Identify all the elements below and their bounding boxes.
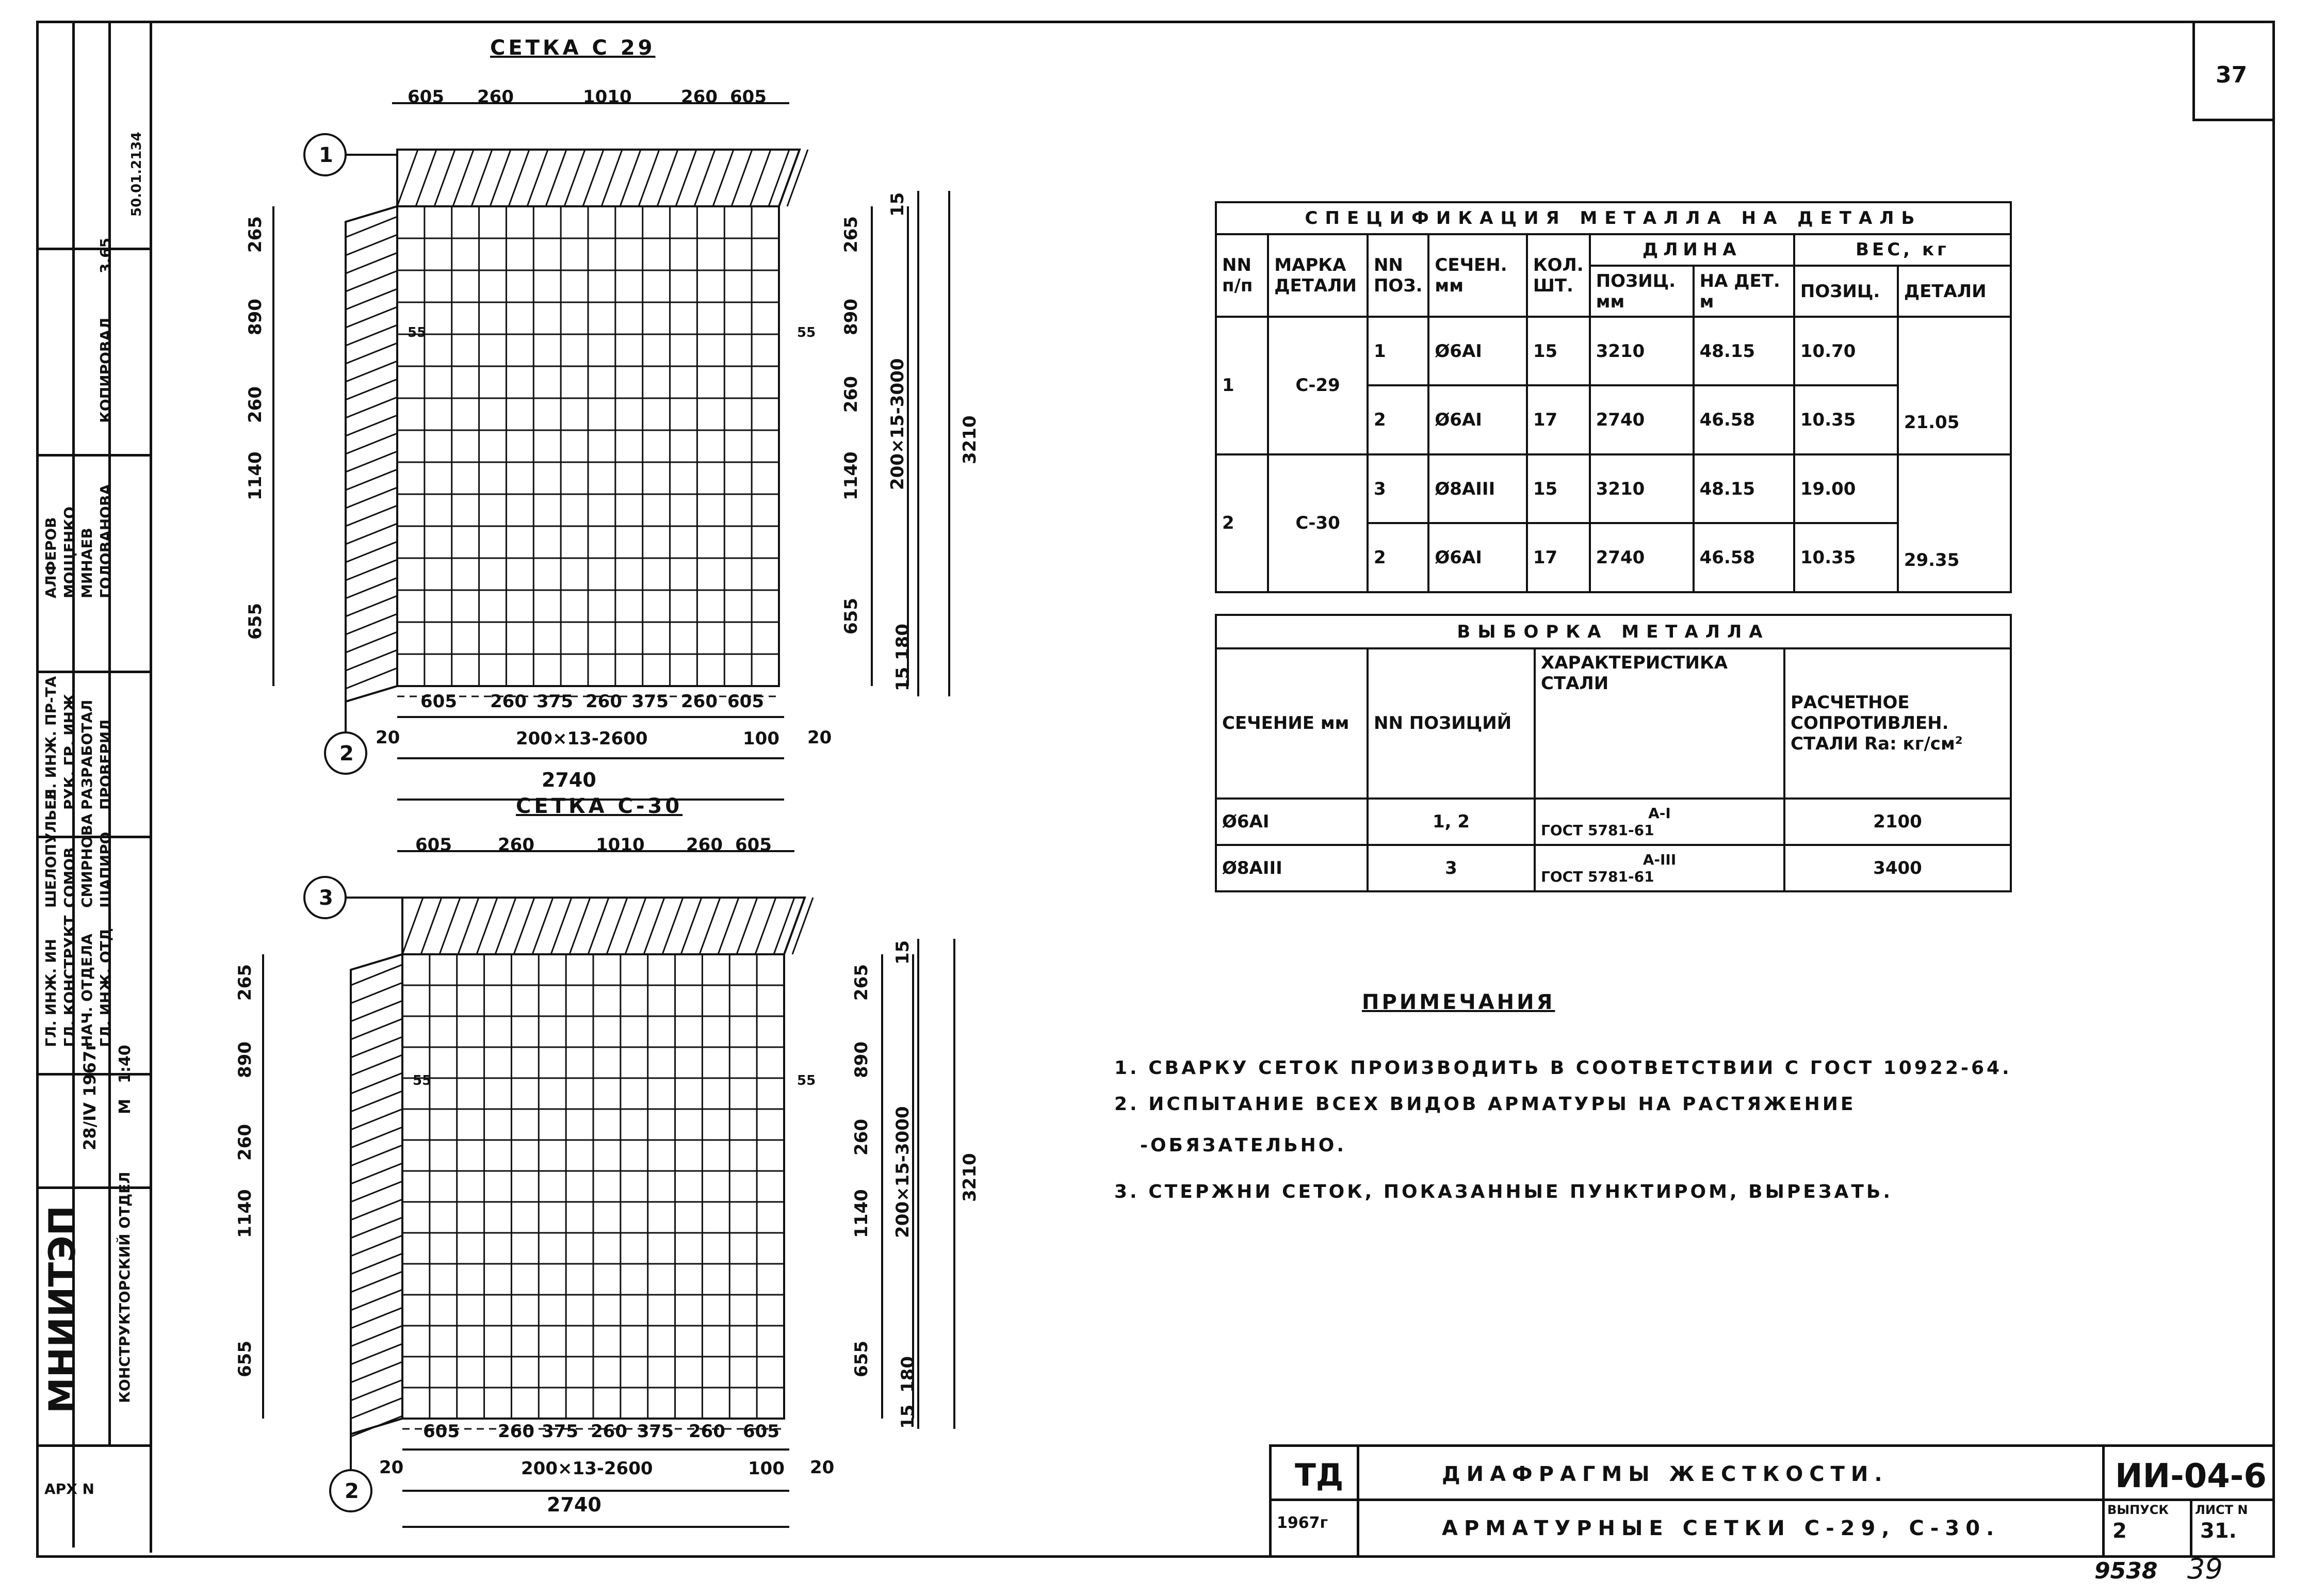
c30-right-dim-6: 15 xyxy=(898,1404,918,1429)
c29-top-hatch xyxy=(601,150,622,206)
c29-top-hatch xyxy=(416,150,436,206)
c30-bottom-dim-3: 260 xyxy=(591,1421,627,1442)
c29-top-hatch xyxy=(694,150,715,206)
stamp-name-7: ГОЛОВАНОВА xyxy=(97,484,114,598)
c30-left-hatch xyxy=(351,1181,402,1202)
c30-top-hatch xyxy=(718,898,739,954)
c29-left-hatch xyxy=(346,433,397,454)
c30-bottom-row2-mid: 200×13-2600 xyxy=(521,1458,653,1479)
c29-top-hatch xyxy=(750,150,771,206)
c30-marker-55-right: 55 xyxy=(797,1073,816,1088)
c30-right-dim-0: 265 xyxy=(851,964,872,1001)
c29-top-dim-2: 1010 xyxy=(583,87,632,107)
c30-top-hatch xyxy=(755,898,776,954)
c29-bottom-dim-1: 260 xyxy=(490,691,527,712)
stamp-role-7: ПРОВЕРИЛ xyxy=(97,719,114,810)
tb-list-label: ЛИСТ N xyxy=(2195,1503,2248,1517)
c29-bottom-row2-end: 20 xyxy=(807,727,832,748)
tb-line1: ДИАФРАГМЫ ЖЕСТКОСТИ. xyxy=(1442,1462,1889,1486)
c29-left-hatch xyxy=(346,487,397,508)
c29-bottom-dim-2: 375 xyxy=(536,691,573,712)
c30-bottom-dim-4: 375 xyxy=(637,1421,674,1442)
c29-top-hatch xyxy=(453,150,474,206)
spec-cell-ves-poz: 10.35 xyxy=(1794,523,1898,592)
metal-cell-sech: Ø6АI xyxy=(1216,799,1368,845)
spec-h-poz: NN ПОЗ. xyxy=(1368,234,1428,317)
c29-title: СЕТКА С 29 xyxy=(490,36,656,60)
spec-cell-sech: Ø6АI xyxy=(1428,385,1526,454)
c29-right-dim-3: 1140 xyxy=(841,451,861,500)
c29-right-dim-4: 655 xyxy=(841,598,861,634)
table-row xyxy=(1216,845,2011,891)
spec-cell-dl-poz: 2740 xyxy=(1590,523,1694,592)
metal-cell-sech: Ø8АIII xyxy=(1216,845,1368,891)
c30-top-dim-4: 605 xyxy=(735,835,772,855)
tb-list: 31. xyxy=(2200,1519,2237,1543)
spec-cell-ves-det: 21.05 xyxy=(1898,317,2011,454)
c29-top-dim-3: 260 xyxy=(681,87,718,107)
metal-cell-rasch: 3400 xyxy=(1784,845,2011,891)
stamp-scale-label: М xyxy=(116,1099,134,1114)
spec-h-marka: МАРКА ДЕТАЛИ xyxy=(1268,234,1368,317)
c30-left-hatch xyxy=(351,1272,402,1292)
tb-org: ТД xyxy=(1295,1457,1344,1493)
metal-cell-char-gost: ГОСТ 5781-61 xyxy=(1541,868,1654,885)
c29-right-dim-1: 890 xyxy=(841,299,861,335)
c30-top-hatch xyxy=(514,898,534,954)
c30-left-hatch xyxy=(351,1145,402,1166)
c29-top-hatch xyxy=(397,150,418,206)
c29-position-1: 1 xyxy=(319,143,333,167)
spec-cell-dl-det: 48.15 xyxy=(1694,317,1794,386)
stamp-top-code: 50.01.2134 xyxy=(129,132,144,217)
stamp-arch: АРХ N xyxy=(44,1480,94,1497)
c30-right-dim-5: 180 xyxy=(898,1356,918,1393)
c29-left-hatch xyxy=(346,668,397,689)
c29-left-hatch xyxy=(346,506,397,526)
spec-cell-kol: 15 xyxy=(1527,317,1590,386)
c29-left-hatch xyxy=(346,289,397,310)
page-number-box xyxy=(2192,21,2272,121)
c30-top-hatch xyxy=(440,898,460,954)
spec-h-dl-poz: ПОЗИЦ. мм xyxy=(1590,266,1694,317)
c29-top-hatch xyxy=(713,150,734,206)
c29-left-hatch xyxy=(346,524,397,544)
c30-left-hatch xyxy=(351,1398,402,1419)
c30-top-strip xyxy=(402,898,805,954)
c29-right-dim-6: 15 xyxy=(892,666,913,691)
spec-cell-dl-det: 46.58 xyxy=(1694,523,1794,592)
c30-top-dim-3: 260 xyxy=(686,835,723,855)
stamp-scale: 1:40 xyxy=(116,1045,134,1083)
c29-left-hatch xyxy=(346,361,397,382)
c29-left-hatch xyxy=(346,379,397,400)
c29-top-hatch xyxy=(471,150,492,206)
spec-cell-dl-poz: 3210 xyxy=(1590,317,1694,386)
c30-bottom-total: 2740 xyxy=(547,1493,601,1516)
c30-top-hatch xyxy=(681,898,702,954)
c29-top-hatch xyxy=(564,150,585,206)
c29-top-dim-0: 605 xyxy=(408,87,444,107)
c30-bottom-dim-5: 260 xyxy=(689,1421,725,1442)
tb-year: 1967г xyxy=(1277,1514,1328,1532)
spec-h-dlina: ДЛИНА xyxy=(1590,234,1794,266)
c30-top-hatch xyxy=(477,898,497,954)
spec-cell-kol: 17 xyxy=(1527,523,1590,592)
spec-cell-ves-poz: 19.00 xyxy=(1794,454,1898,524)
c30-right-total-b: 3210 xyxy=(960,1153,980,1202)
c30-position-2: 2 xyxy=(345,1479,359,1503)
c30-top-hatch xyxy=(625,898,646,954)
c30-top-hatch xyxy=(402,898,423,954)
c29-left-hatch xyxy=(346,307,397,328)
c30-left-hatch xyxy=(351,1380,402,1400)
c29-left-hatch xyxy=(346,650,397,671)
metal-cell-rasch: 2100 xyxy=(1784,799,2011,845)
c30-left-hatch xyxy=(351,1037,402,1057)
page-number: 37 xyxy=(2216,62,2248,88)
c30-left-hatch xyxy=(351,1253,402,1274)
c29-marker-55-left: 55 xyxy=(408,325,427,340)
spec-h-nn: NN п/п xyxy=(1216,234,1268,317)
c30-left-hatch xyxy=(351,1199,402,1220)
c29-bottom-row2-mid: 200×13-2600 xyxy=(516,728,648,749)
metal-cell-char-top: А-I xyxy=(1648,804,1671,822)
c30-top-hatch xyxy=(551,898,572,954)
c29-left-hatch xyxy=(346,632,397,653)
c30-top-dim-1: 260 xyxy=(498,835,534,855)
c30-right-dim-1: 890 xyxy=(851,1041,872,1078)
note-3: 3. СТЕРЖНИ СЕТОК, ПОКАЗАННЫЕ ПУНКТИРОМ, ВЫРЕЗАТЬ. xyxy=(1114,1181,1893,1202)
c30-left-dim-3: 1140 xyxy=(235,1189,255,1238)
c30-left-hatch xyxy=(351,1235,402,1256)
c30-left-hatch xyxy=(351,1091,402,1112)
c30-left-dim-4: 655 xyxy=(235,1341,255,1377)
spec-cell-dl-poz: 3210 xyxy=(1590,454,1694,524)
stamp-copied-num: 3.65 xyxy=(97,237,114,273)
c29-left-hatch xyxy=(346,542,397,562)
spec-cell-ves-poz: 10.35 xyxy=(1794,385,1898,454)
stamp-name-4: АЛФЕРОВ xyxy=(42,517,59,598)
c29-position-2: 2 xyxy=(339,742,354,766)
c30-top-hatch xyxy=(700,898,720,954)
c30-bottom-dim-2: 375 xyxy=(542,1421,578,1442)
c29-right-dim-5: 180 xyxy=(892,624,913,660)
c30-right-dim-3: 1140 xyxy=(851,1189,872,1238)
c30-top-hatch xyxy=(532,898,553,954)
spec-cell-sech: Ø8АIII xyxy=(1428,454,1526,524)
c29-top-dim-4: 605 xyxy=(730,87,767,107)
c29-left-hatch xyxy=(346,578,397,598)
note-1: 1. СВАРКУ СЕТОК ПРОИЗВОДИТЬ В СООТВЕТСТВИИ С ГОСТ 10922-64. xyxy=(1114,1057,2012,1079)
c30-left-hatch xyxy=(351,1073,402,1094)
c29-left-dim-0: 265 xyxy=(245,216,266,253)
spec-cell-marka: С-30 xyxy=(1268,454,1368,592)
spec-cell-poz: 2 xyxy=(1368,385,1428,454)
metal-cell-nn: 1, 2 xyxy=(1368,799,1535,845)
spec-cell-dl-poz: 2740 xyxy=(1590,385,1694,454)
c29-top-hatch xyxy=(527,150,548,206)
spec-cell-dl-det: 48.15 xyxy=(1694,454,1794,524)
c29-left-hatch xyxy=(346,596,397,616)
c30-top-hatch xyxy=(458,898,479,954)
c30-left-hatch xyxy=(351,1290,402,1310)
stamp-role-3: ГЛ. ИНЖ. ОТД xyxy=(97,928,114,1047)
stamp-name-3: ШАПИРО xyxy=(97,832,114,908)
tb-vypusk: 2 xyxy=(2112,1519,2127,1543)
c29-right-dim-0: 265 xyxy=(841,216,861,253)
c30-right-dim-2: 260 xyxy=(851,1119,872,1155)
c29-top-dim-1: 260 xyxy=(477,87,514,107)
c30-left-hatch xyxy=(351,1109,402,1130)
c29-right-top: 15 xyxy=(887,192,908,217)
c29-right-total-b: 3210 xyxy=(960,415,980,464)
c30-left-hatch xyxy=(351,1362,402,1382)
c29-marker-55-right: 55 xyxy=(797,325,816,340)
c29-left-hatch xyxy=(346,397,397,418)
c29-top-hatch xyxy=(731,150,752,206)
c30-top-hatch xyxy=(588,898,609,954)
c29-left-hatch xyxy=(346,415,397,436)
c29-left-dim-3: 1140 xyxy=(245,451,266,500)
c29-left-dim-1: 890 xyxy=(245,299,266,335)
c29-top-hatch xyxy=(434,150,455,206)
c30-top-dim-2: 1010 xyxy=(596,835,645,855)
c30-left-hatch xyxy=(351,1416,402,1437)
c30-left-hatch xyxy=(351,1326,402,1346)
spec-h-ves-poz: ПОЗИЦ. xyxy=(1794,266,1898,317)
c29-top-hatch xyxy=(490,150,511,206)
c30-top-hatch xyxy=(495,898,516,954)
c29-left-hatch xyxy=(346,343,397,364)
c29-bottom-dim-3: 260 xyxy=(586,691,622,712)
c29-left-hatch xyxy=(346,469,397,490)
c30-left-hatch xyxy=(351,1308,402,1328)
spec-cell-dl-det: 46.58 xyxy=(1694,385,1794,454)
stamp-date: 28/IV 1967г xyxy=(80,1042,100,1150)
stamp-role-4: ГЛ. ИНЖ. ПР-ТА xyxy=(42,676,59,810)
spec-cell-ves-det: 29.35 xyxy=(1898,454,2011,592)
spec-table xyxy=(1215,201,2012,593)
c29-top-hatch xyxy=(639,150,659,206)
c30-top-hatch xyxy=(421,898,442,954)
metal-h-nn: NN ПОЗИЦИЙ xyxy=(1368,648,1535,799)
metal-cell-char-gost: ГОСТ 5781-61 xyxy=(1541,821,1654,839)
c30-left-hatch xyxy=(351,1163,402,1184)
c29-left-hatch xyxy=(346,325,397,346)
c30-left-dim-0: 265 xyxy=(235,964,255,1001)
c30-top-hatch xyxy=(570,898,590,954)
c30-right-dim-4: 655 xyxy=(851,1341,872,1377)
notes-title: ПРИМЕЧАНИЯ xyxy=(1362,990,1555,1014)
bottom-stamp: 9538 xyxy=(2094,1558,2158,1584)
c30-top-hatch xyxy=(607,898,627,954)
c30-left-hatch xyxy=(351,1344,402,1364)
c29-left-hatch xyxy=(346,560,397,580)
c30-bottom-row2-right: 100 xyxy=(748,1458,785,1479)
c30-top-hatch xyxy=(644,898,664,954)
stamp-role-6: РАЗРАБОТАЛ xyxy=(78,699,95,810)
spec-cell-nn: 1 xyxy=(1216,317,1268,454)
title-block xyxy=(1269,1444,2272,1555)
c29-top-hatch xyxy=(676,150,696,206)
c29-left-hatch xyxy=(346,271,397,291)
c29-top-hatch xyxy=(769,150,789,206)
spec-cell-sech: Ø6АI xyxy=(1428,523,1526,592)
c30-top-dim-0: 605 xyxy=(415,835,452,855)
c30-top-hatch xyxy=(774,898,794,954)
c30-left-hatch xyxy=(351,1217,402,1238)
spec-h-sech: СЕЧЕН. мм xyxy=(1428,234,1526,317)
table-row xyxy=(1216,317,2011,386)
c30-left-hatch xyxy=(351,1055,402,1076)
stamp-institute: МНИИТЭП xyxy=(41,1205,84,1413)
c29-bottom-dim-0: 605 xyxy=(420,691,457,712)
metal-cell-nn: 3 xyxy=(1368,845,1535,891)
metal-cell-char xyxy=(1535,845,1784,891)
metal-h-sech: СЕЧЕНИЕ мм xyxy=(1216,648,1368,799)
c30-marker-55-left: 55 xyxy=(413,1073,432,1088)
c29-left-dim-4: 655 xyxy=(245,603,266,640)
stamp-name-1: СОМОВ xyxy=(61,847,78,908)
spec-cell-kol: 17 xyxy=(1527,385,1590,454)
c30-top-hatch xyxy=(662,898,683,954)
c29-bottom-dim-6: 605 xyxy=(727,691,764,712)
note-2: 2. ИСПЫТАНИЕ ВСЕХ ВИДОВ АРМАТУРЫ НА РАСТЯЖЕНИЕ xyxy=(1114,1094,1856,1115)
stamp-role-1: ГЛ. КОНСТРУКТ xyxy=(61,915,78,1047)
spec-cell-marka: С-29 xyxy=(1268,317,1368,454)
tb-line2: АРМАТУРНЫЕ СЕТКИ С-29, С-30. xyxy=(1442,1517,2001,1540)
c29-left-hatch xyxy=(346,253,397,273)
stamp-copied: КОПИРОВАЛ xyxy=(97,317,114,423)
stamp-name-0: ШЕЛОПУЛЬЕВ xyxy=(42,789,59,908)
stamp-role-2: НАЧ. ОТДЕЛА xyxy=(78,933,95,1047)
c30-left-dim-1: 890 xyxy=(235,1041,255,1078)
c29-top-strip xyxy=(397,150,800,206)
spec-h-ves-det: ДЕТАЛИ xyxy=(1898,266,2011,317)
c30-bottom-row2-end: 20 xyxy=(810,1457,835,1478)
c30-left-hatch xyxy=(351,1001,402,1021)
spec-cell-nn: 2 xyxy=(1216,454,1268,592)
c30-bottom-dim-1: 260 xyxy=(498,1421,534,1442)
c29-bottom-dim-4: 375 xyxy=(632,691,669,712)
spec-cell-poz: 3 xyxy=(1368,454,1428,524)
c30-left-dim-2: 260 xyxy=(235,1124,255,1161)
c29-left-hatch xyxy=(346,235,397,255)
c30-bottom-row2-left: 20 xyxy=(379,1457,404,1478)
table-row xyxy=(1216,454,2011,524)
tb-code: ИИ-04-6 xyxy=(2115,1457,2267,1495)
spec-cell-ves-poz: 10.70 xyxy=(1794,317,1898,386)
note-2-cont: -ОБЯЗАТЕЛЬНО. xyxy=(1140,1135,1347,1156)
c29-top-hatch xyxy=(546,150,566,206)
metal-h-char: ХАРАКТЕРИСТИКА СТАЛИ xyxy=(1535,648,1784,799)
c29-top-hatch xyxy=(657,150,678,206)
stamp-name-6: МИНАЕВ xyxy=(78,528,95,598)
c29-bottom-row2-right: 100 xyxy=(743,728,779,749)
metal-table xyxy=(1215,614,2012,892)
spec-cell-poz: 2 xyxy=(1368,523,1428,592)
c29-bottom-total: 2740 xyxy=(542,769,596,791)
c30-bottom-dim-0: 605 xyxy=(423,1421,460,1442)
stamp-dept: КОНСТРУКТОРСКИЙ ОТДЕЛ xyxy=(116,1171,133,1403)
c29-top-hatch xyxy=(620,150,641,206)
tb-vypusk-label: ВЫПУСК xyxy=(2107,1503,2169,1517)
metal-cell-char-top: А-III xyxy=(1643,851,1677,868)
c30-right-top: 15 xyxy=(892,940,913,965)
c30-right-total-a: 200×15-3000 xyxy=(892,1106,913,1238)
spec-cell-kol: 15 xyxy=(1527,454,1590,524)
c29-top-hatch xyxy=(583,150,604,206)
c29-left-dim-2: 260 xyxy=(245,386,266,423)
table-row xyxy=(1216,799,2011,845)
stamp-role-5: РУК. ГР. ИНЖ xyxy=(61,693,78,810)
spec-h-ves: ВЕС, кг xyxy=(1794,234,2011,266)
spec-cell-sech: Ø6АI xyxy=(1428,317,1526,386)
c30-top-hatch xyxy=(737,898,757,954)
c30-left-hatch xyxy=(351,1127,402,1148)
c30-position-3: 3 xyxy=(319,886,333,910)
spec-cell-poz: 1 xyxy=(1368,317,1428,386)
c30-title: СЕТКА С-30 xyxy=(516,794,683,818)
stamp-name-5: МОЩЕНКО xyxy=(61,506,78,598)
c30-left-hatch xyxy=(351,983,402,1003)
metal-h-rasch: РАСЧЕТНОЕ СОПРОТИВЛЕН. СТАЛИ Ra: кг/см² xyxy=(1784,648,2011,799)
c29-right-total-a: 200×15-3000 xyxy=(887,358,908,490)
bottom-stamp-2: 39 xyxy=(2187,1553,2223,1585)
c29-top-hatch xyxy=(509,150,529,206)
spec-title: СПЕЦИФИКАЦИЯ МЕТАЛЛА НА ДЕТАЛЬ xyxy=(1216,202,2011,234)
c29-bottom-row2-left: 20 xyxy=(376,727,400,748)
spec-h-dl-det: НА ДЕТ. м xyxy=(1694,266,1794,317)
metal-title: ВЫБОРКА МЕТАЛЛА xyxy=(1216,615,2011,648)
c29-left-hatch xyxy=(346,614,397,634)
stamp-role-0: ГЛ. ИНЖ. ИН xyxy=(42,939,59,1047)
c29-right-dim-2: 260 xyxy=(841,376,861,413)
metal-cell-char xyxy=(1535,799,1784,845)
c30-bottom-dim-6: 605 xyxy=(743,1421,779,1442)
spec-h-kol: КОЛ. ШТ. xyxy=(1527,234,1590,317)
c29-left-hatch xyxy=(346,451,397,472)
c29-bottom-dim-5: 260 xyxy=(681,691,718,712)
c30-left-hatch xyxy=(351,1019,402,1039)
stamp-name-2: СМИРНОВА xyxy=(78,813,95,908)
